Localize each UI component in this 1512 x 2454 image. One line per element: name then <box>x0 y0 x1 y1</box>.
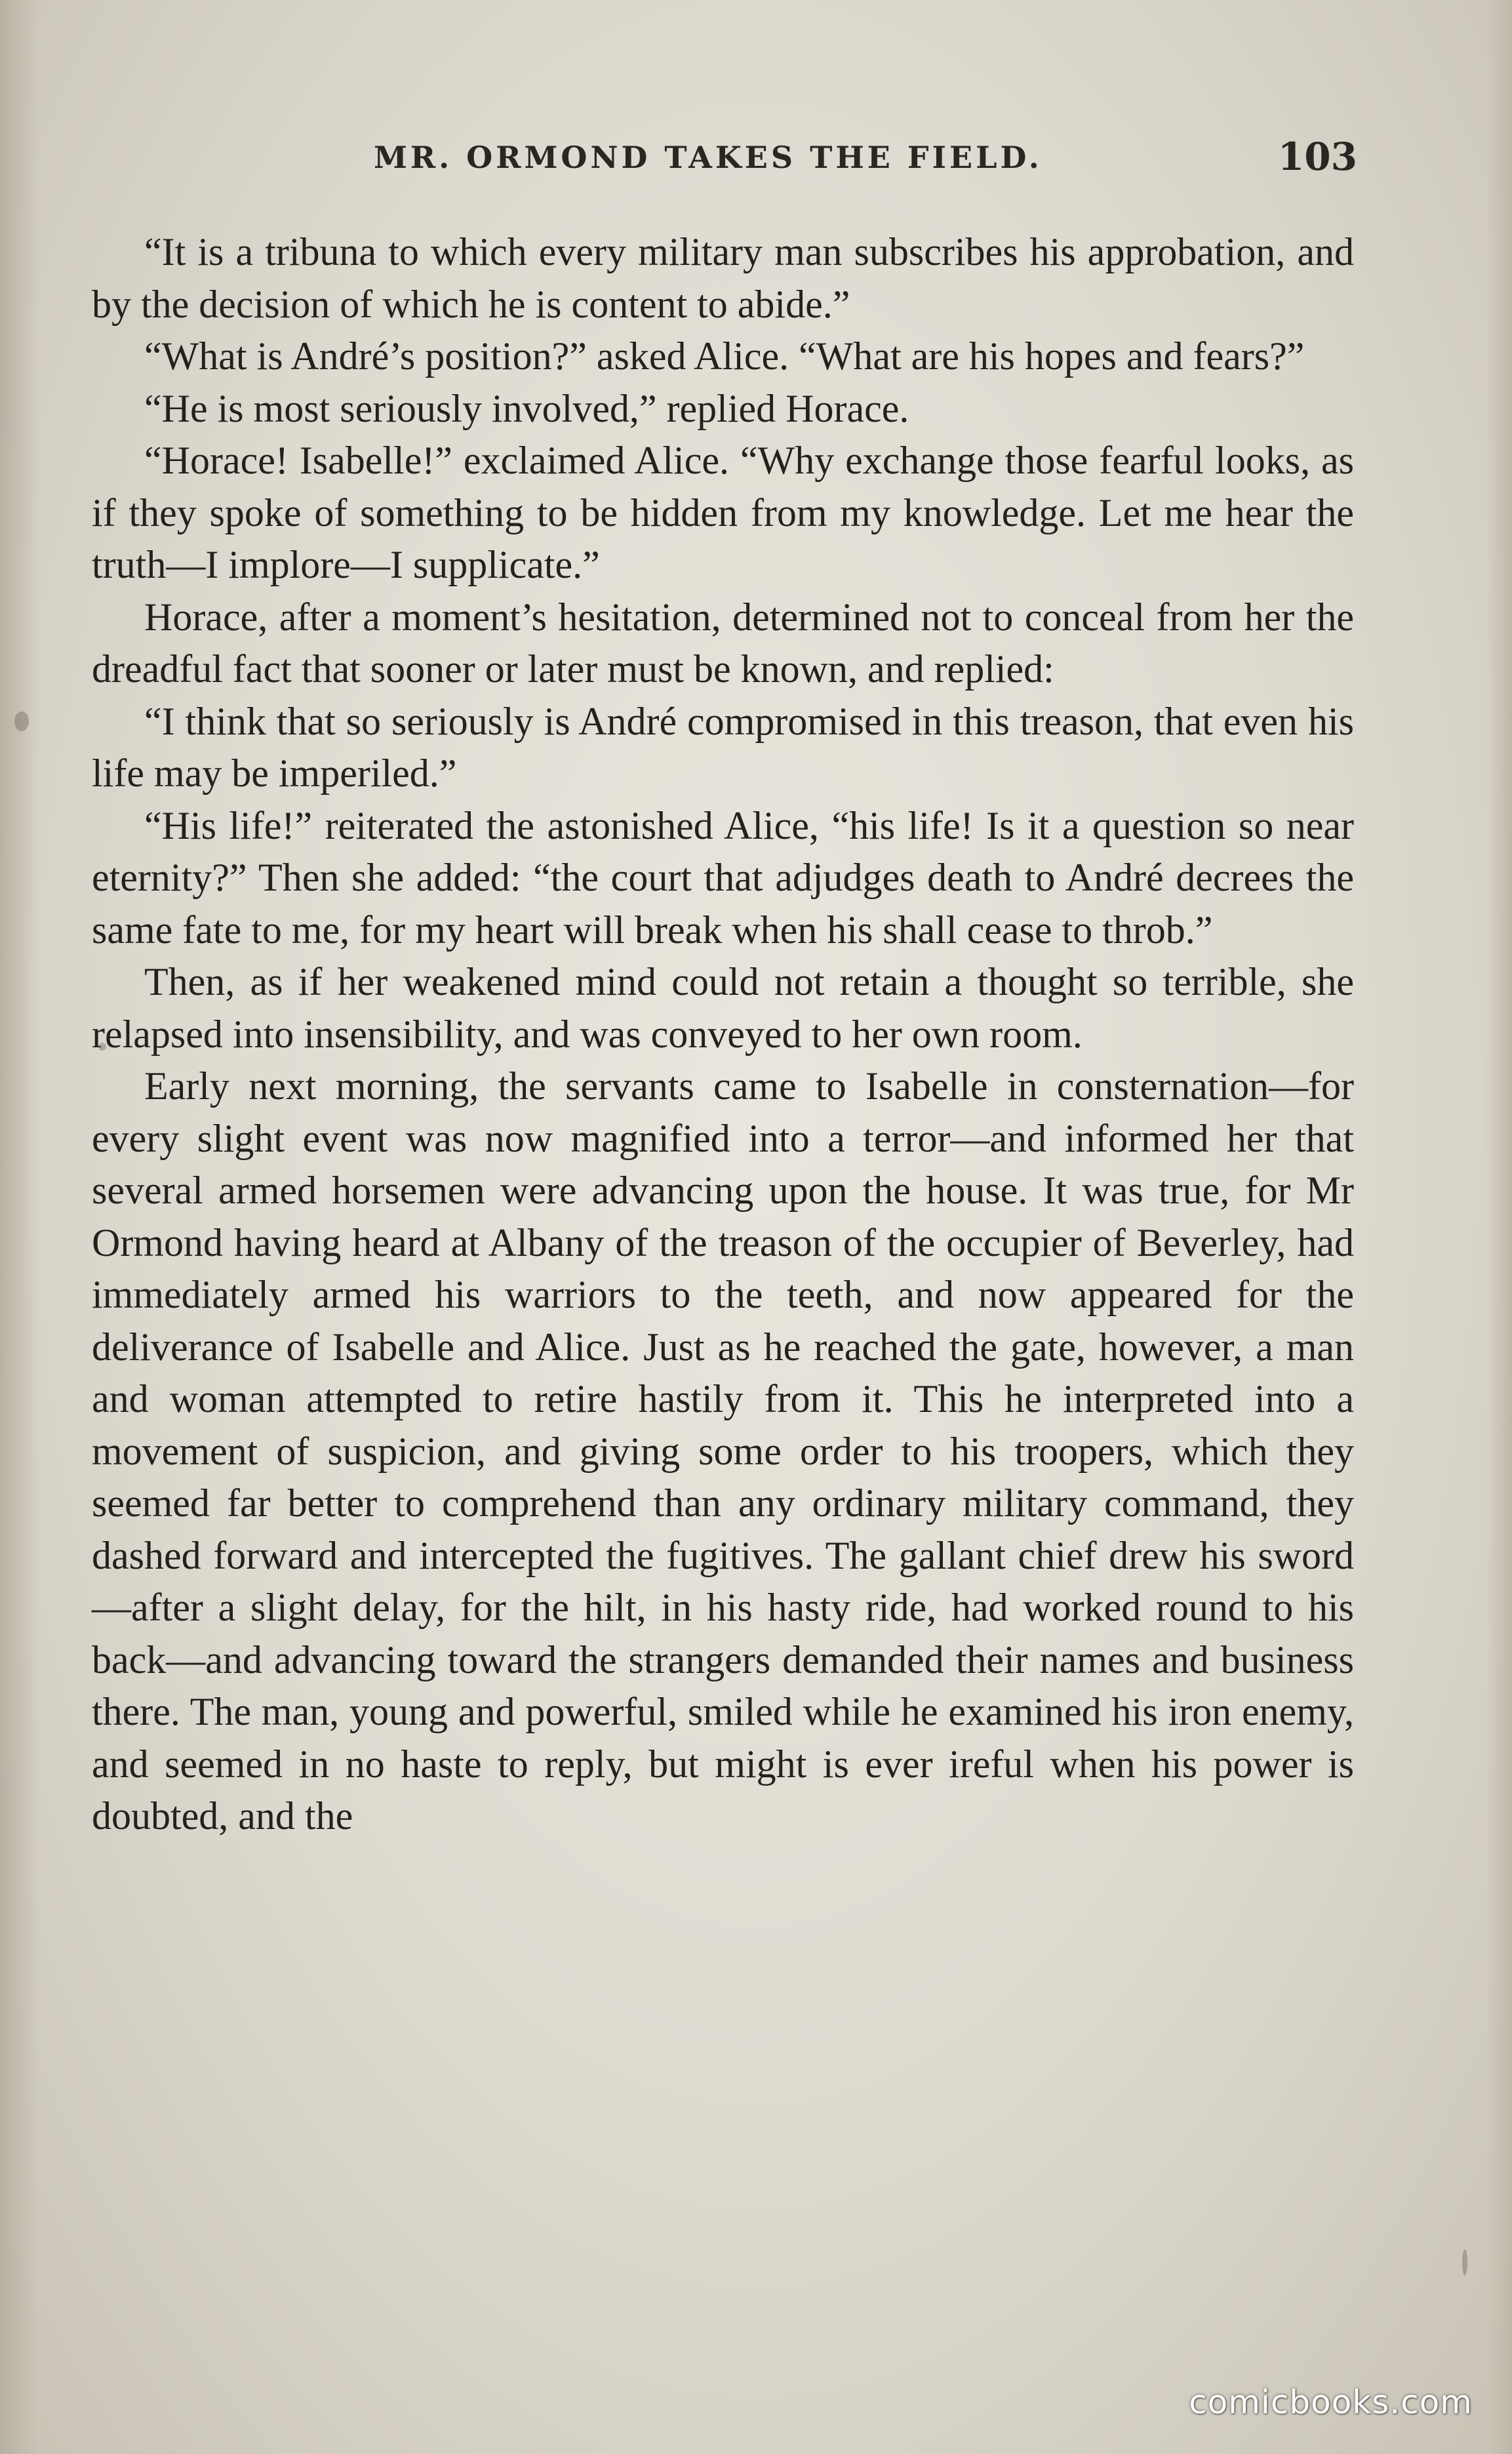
watermark: comicbooks.com <box>1189 2383 1473 2421</box>
running-head <box>92 134 1364 180</box>
paragraph: “What is André’s position?” asked Alice. “What are his hopes and fears?” <box>144 334 1305 378</box>
paragraph: Horace, after a moment’s hesitation, determined not to conceal from her the dreadful fact that sooner or later must be known, and replied: <box>92 595 1354 691</box>
paragraph: “His life!” reiterated the astonished Alice, “his life! Is it a question so near eternity?” Then she added: “the court that adjudges death to André decrees the same fate to me, for my heart will break when his shall cease to throb.” <box>92 803 1354 952</box>
paper-speck <box>14 712 29 731</box>
page-edge-shadow <box>1486 0 1512 2454</box>
page-number: 103 <box>1277 134 1357 179</box>
paragraph: Then, as if her weakened mind could not retain a thought so terrible, she relapsed into insensibility, and was conveyed to her own room. <box>92 960 1354 1056</box>
paragraph: “Horace! Isabelle!” exclaimed Alice. “Why exchange those fearful looks, as if they spoke of something to be hidden from my knowledge. Let me hear the truth—I implore—I supplicate.” <box>92 439 1354 586</box>
paragraph: Early next morning, the servants came to Isabelle in consternation—for every slight event was now magnified into a terror—and informed her that several armed horsemen were advancing upon the house. It was true, for Mr Ormond having heard at Albany of the treason of the occupier of Beverley, had immediately armed his warriors to the teeth, and now appeared for the deliverance of Isabelle and Alice. Just as he reached the gate, however, a man and woman attempted to retire hastily from it. This he interpreted into a movement of suspicion, and giving some order to his troopers, which they seemed far better to comprehend than any ordinary military command, they dashed forward and intercepted the fugitives. The gallant chief drew his sword—after a slight delay, for the hilt, in his hasty ride, had worked round to his back—and advancing toward the strangers demanded their names and business there. The man, young and powerful, smiled while he examined his iron enemy, and seemed in no haste to reply, but might is ever ireful when his power is doubted, and the <box>92 1064 1354 1838</box>
paragraph: “He is most seriously involved,” replied Horace. <box>144 386 909 430</box>
page-gutter-shadow <box>0 0 39 2454</box>
paper-speck <box>1462 2249 1467 2276</box>
paragraph: “I think that so seriously is André compromised in this treason, that even his life may be imperiled.” <box>92 699 1354 795</box>
paragraph: “It is a tribuna to which every military man subscribes his approbation, and by the decision of which he is content to abide.” <box>92 230 1354 326</box>
running-title: MR. ORMOND TAKES THE FIELD. <box>374 140 1043 175</box>
body-text <box>92 226 1354 1843</box>
